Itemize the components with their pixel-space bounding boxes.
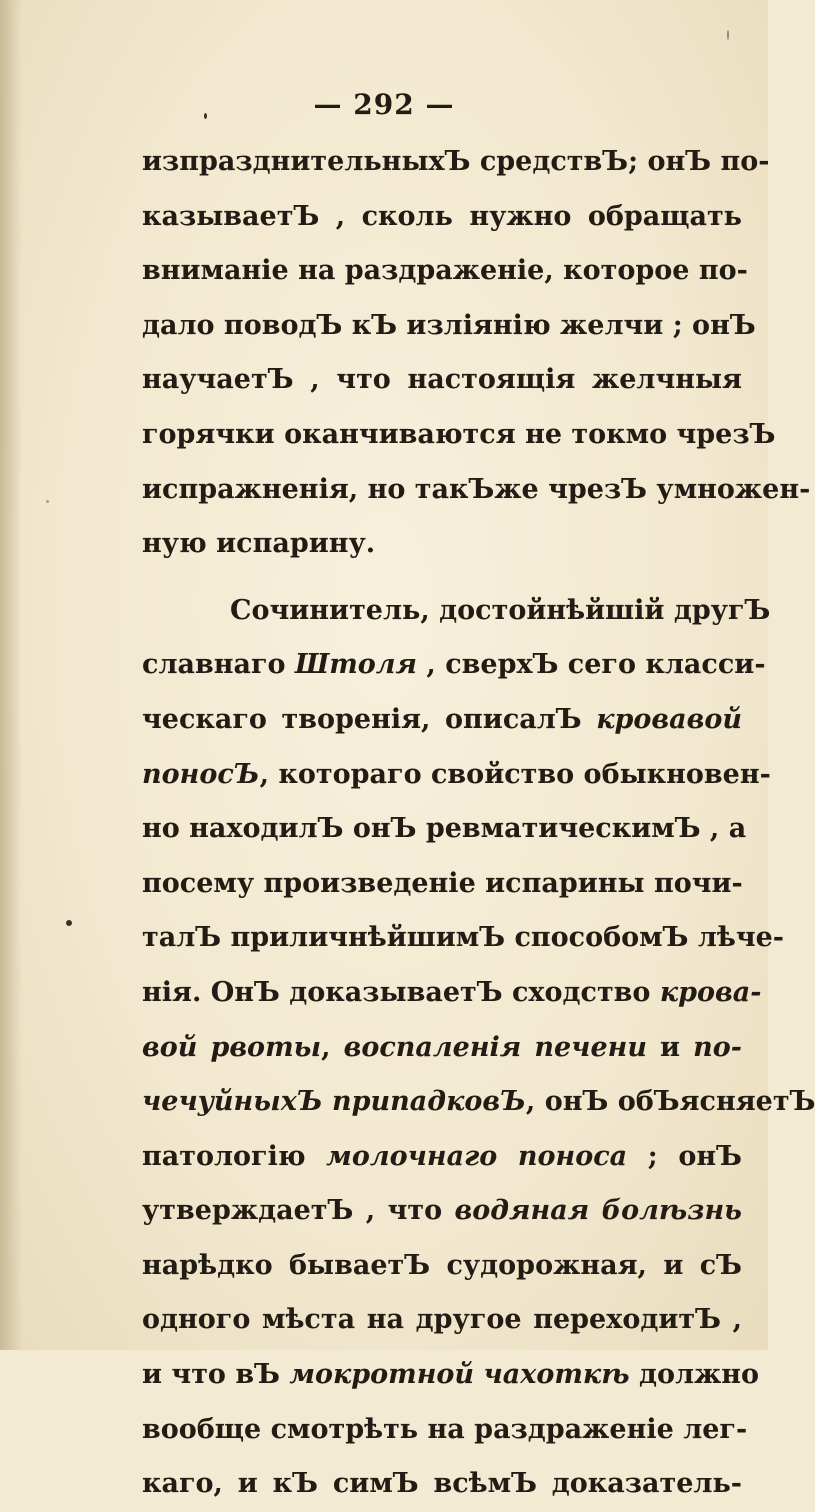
- text-line: [142, 1457, 742, 1512]
- text-line: [142, 1293, 742, 1348]
- text-line: [142, 857, 742, 912]
- text-segment: изпразднительныхЪ средствЪ; онЪ по-: [142, 146, 770, 177]
- text-segment: вниманіе на раздраженіе, которое по-: [142, 255, 748, 287]
- ink-speck: [727, 30, 729, 40]
- text-segment: казываетЪ , сколь нужно обращать: [142, 200, 742, 232]
- text-line: [142, 1403, 748, 1458]
- ink-speck: [66, 920, 72, 926]
- text-line: [142, 748, 771, 803]
- text-segment: и что вЪ: [142, 1359, 290, 1391]
- text-line: [142, 693, 742, 748]
- italic-segment: водяная болѣзнь: [454, 1195, 742, 1227]
- text-line: [142, 408, 776, 463]
- italic-segment: вой рвоты: [142, 1031, 322, 1063]
- text-line: [142, 911, 785, 966]
- italic-segment: крова-: [659, 976, 762, 1008]
- text-line: [142, 299, 756, 354]
- text-line: [142, 638, 766, 693]
- text-line: [142, 244, 748, 299]
- ink-speck: [46, 500, 49, 503]
- text-line: [142, 802, 747, 857]
- text-segment: горячки оканчиваются не токмо чрезЪ: [142, 418, 776, 450]
- text-line: [142, 1021, 742, 1076]
- text-segment: , котораго свойство обыкновен-: [259, 758, 771, 790]
- text-line: [142, 353, 742, 408]
- text-segment: , сверхЪ сего класси-: [417, 649, 766, 681]
- text-segment: и: [646, 1031, 694, 1063]
- text-segment: должно: [629, 1359, 760, 1391]
- text-segment: талЪ приличнѣйшимЪ способомЪ лѣче-: [142, 922, 785, 954]
- text-segment: научаетЪ , что настоящія желчныя: [142, 364, 742, 396]
- text-segment: Сочинитель, достойнѣйшій другЪ: [230, 594, 771, 626]
- text-line: [142, 517, 742, 572]
- text-line: [142, 1184, 742, 1239]
- text-segment: ,: [321, 1031, 344, 1063]
- text-line: [142, 584, 771, 639]
- body-text: [142, 135, 815, 1512]
- text-segment: испражненія, но такЪже чрезЪ умножен-: [142, 473, 811, 505]
- text-line: [142, 1348, 760, 1403]
- italic-segment: чечуйныхЪ припадковЪ: [142, 1086, 526, 1118]
- text-line: [142, 135, 770, 190]
- text-segment: ческаго творенія, описалЪ: [142, 703, 597, 735]
- italic-segment: по-: [693, 1031, 742, 1063]
- text-line: [142, 1130, 742, 1185]
- italic-segment: поносЪ: [142, 758, 260, 790]
- italic-segment: молочнаго поноса: [326, 1140, 628, 1172]
- text-segment: вообще смотрѣть на раздраженіе лег-: [142, 1413, 748, 1445]
- italic-segment: мокротной чахоткѣ: [289, 1359, 630, 1391]
- italic-segment: воспаленія печени: [343, 1031, 647, 1063]
- text-segment: ; онЪ: [627, 1140, 742, 1172]
- text-segment: дало поводЪ кЪ излiянiю желчи ; онЪ: [142, 309, 756, 341]
- text-line: [142, 1075, 815, 1130]
- text-segment: каго, и кЪ симЪ всѣмЪ доказатель-: [142, 1468, 742, 1500]
- text-segment: славнаго: [142, 649, 295, 681]
- text-segment: нарѣдко бываетЪ судорожная, и сЪ: [142, 1249, 742, 1281]
- italic-segment: Штоля: [294, 649, 418, 681]
- italic-segment: кровавой: [596, 703, 742, 735]
- text-segment: патологію: [142, 1140, 327, 1172]
- page-gutter-shadow: [0, 0, 22, 1350]
- text-segment: одного мѣста на другое переходитЪ ,: [142, 1304, 742, 1336]
- text-segment: нія. ОнЪ доказываетЪ сходство: [142, 976, 660, 1008]
- text-line: [142, 1239, 742, 1294]
- page-number: — 292 —: [313, 88, 455, 121]
- text-line: [142, 966, 762, 1021]
- text-segment: ную испарину.: [142, 528, 376, 560]
- text-line: [142, 190, 742, 245]
- text-segment: утверждаетЪ , что: [142, 1195, 455, 1227]
- text-segment: но находилЪ онЪ ревматическимЪ , а: [142, 813, 747, 845]
- text-segment: посему произведеніе испарины почи-: [142, 867, 743, 899]
- text-line: [142, 463, 811, 518]
- text-segment: , онЪ обЪясняетЪ: [525, 1086, 815, 1118]
